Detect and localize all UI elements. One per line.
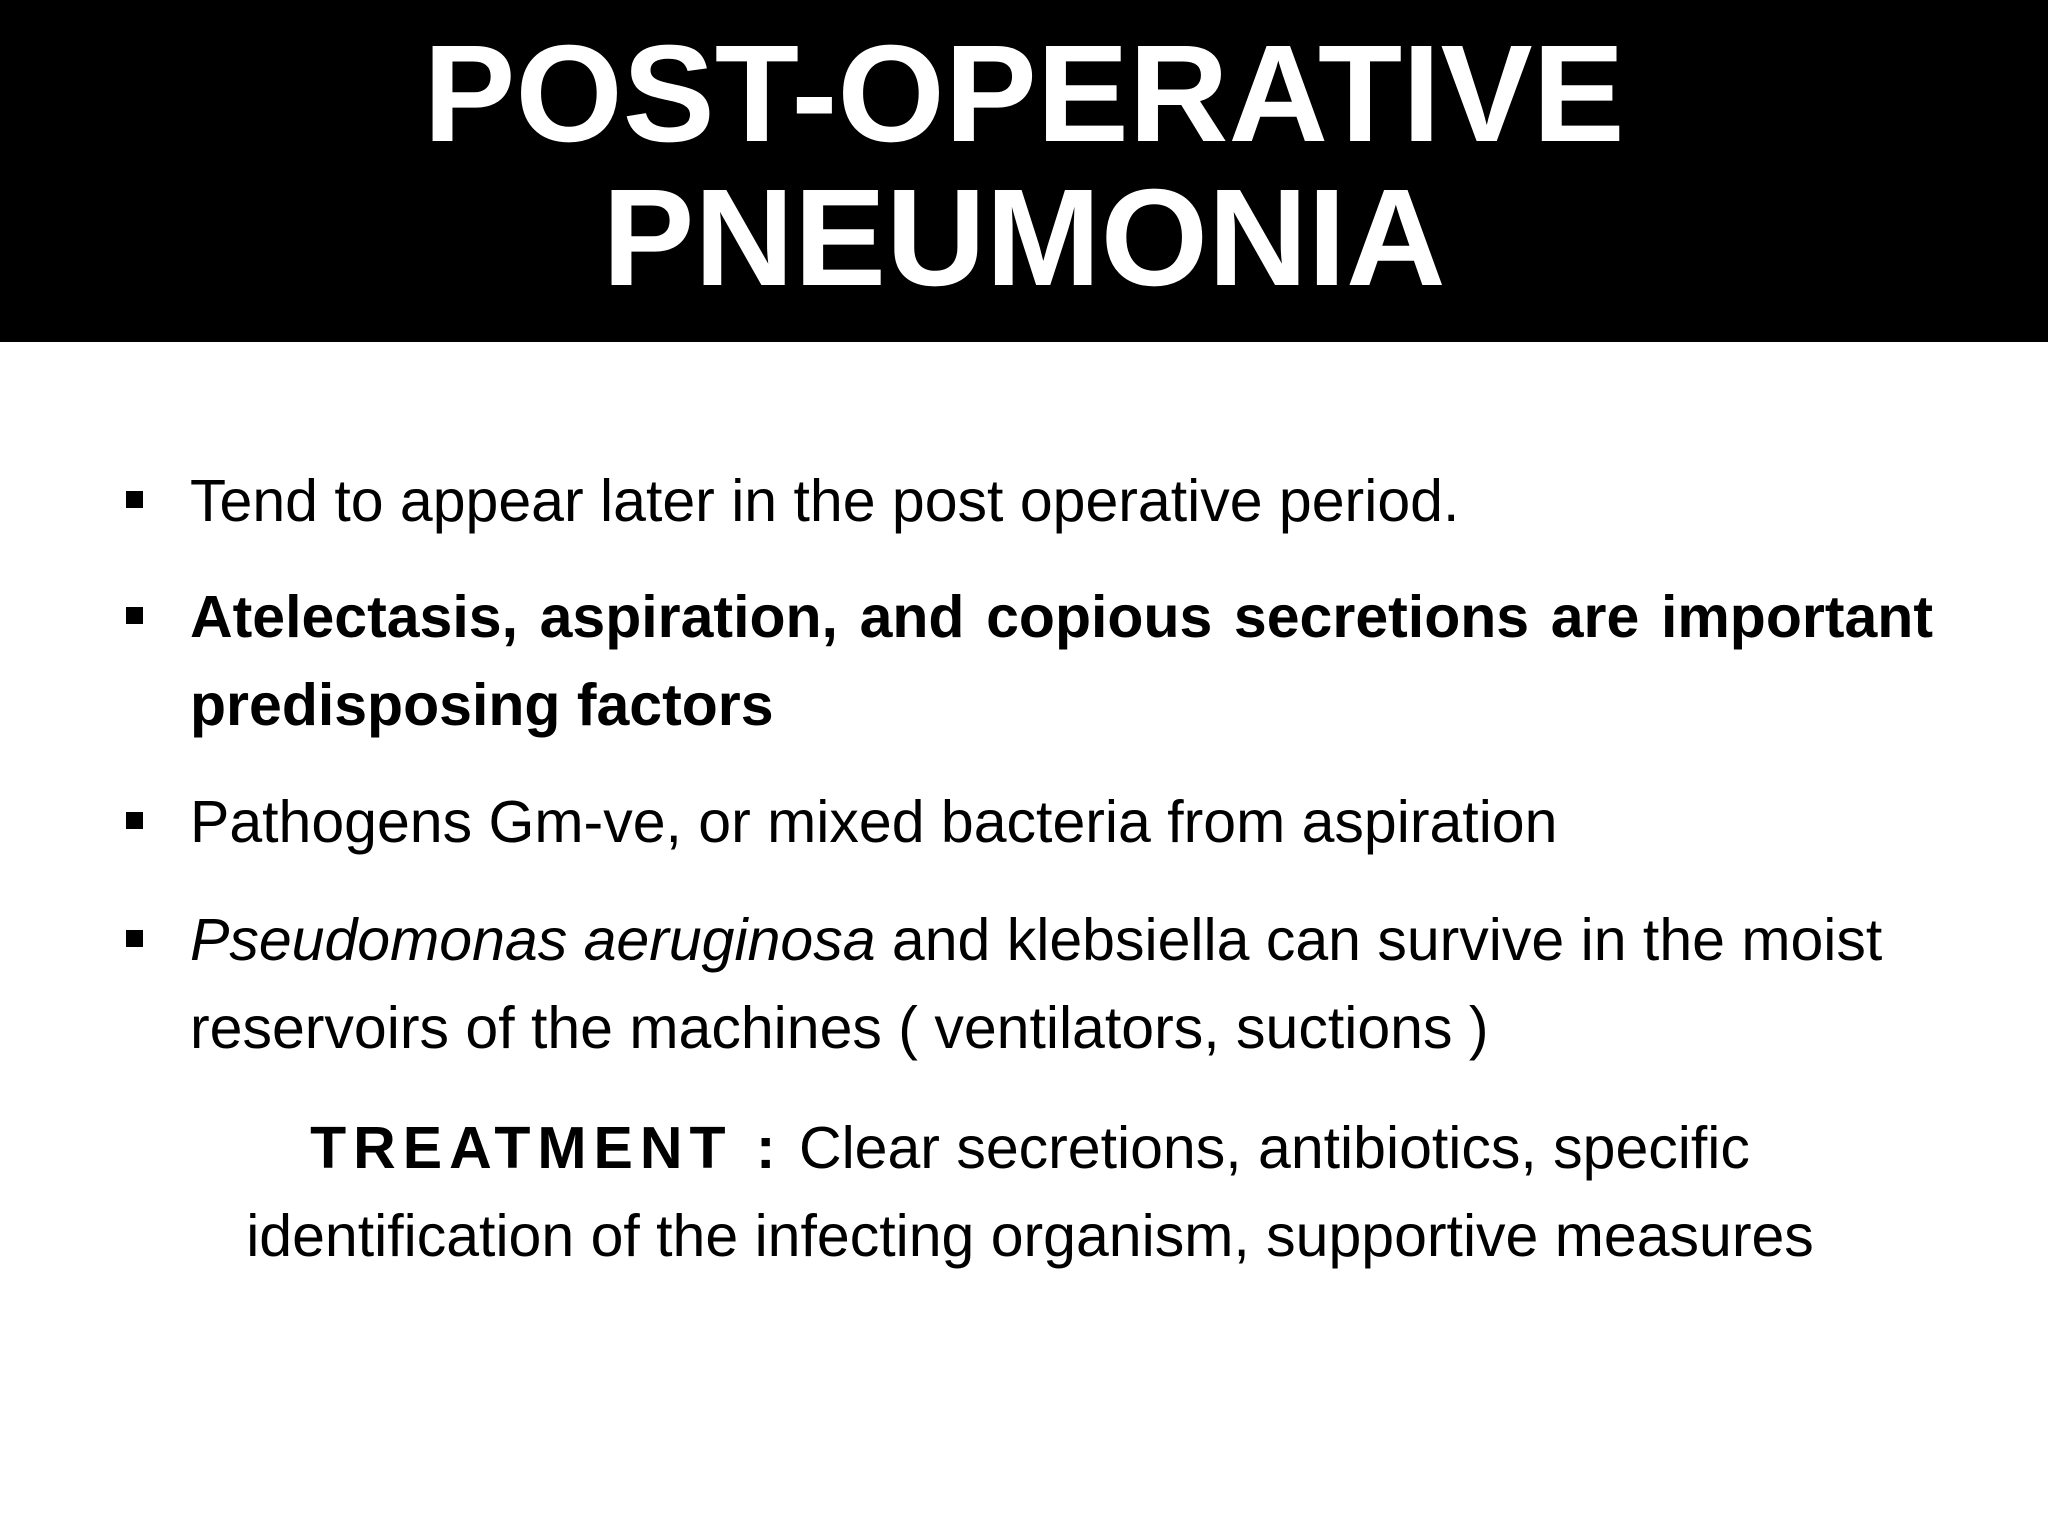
treatment-paragraph (190, 1104, 1870, 1280)
bullet-text: and klebsiella can survive in the moist reservoirs of the machines ( ventilators, suctions ) (190, 907, 1883, 1061)
title-line-1: POST-OPERATIVE (423, 17, 1625, 171)
bullet-item (190, 457, 1933, 545)
bullet-text: Atelectasis, aspiration, and copious secretions are important predisposing factors (190, 584, 1933, 738)
bullet-item (190, 896, 1933, 1072)
bullet-text: Tend to appear later in the post operative period. (190, 468, 1460, 534)
bullet-item (190, 778, 1933, 866)
square-bullet-icon (126, 491, 143, 508)
square-bullet-icon (126, 812, 143, 829)
title-line-2: PNEUMONIA (602, 161, 1446, 315)
slide-title (0, 17, 2048, 315)
bullet-item (190, 573, 1933, 749)
bullet-text: Pathogens Gm-ve, or mixed bacteria from aspiration (190, 789, 1558, 855)
organism-name: Pseudomonas aeruginosa (190, 907, 876, 973)
square-bullet-icon (126, 930, 143, 947)
square-bullet-icon (126, 607, 143, 624)
treatment-text: Clear secretions, antibiotics, specific identification of the infecting organism, supportive measures (246, 1115, 1814, 1269)
treatment-label: TREATMENT : (310, 1115, 783, 1181)
